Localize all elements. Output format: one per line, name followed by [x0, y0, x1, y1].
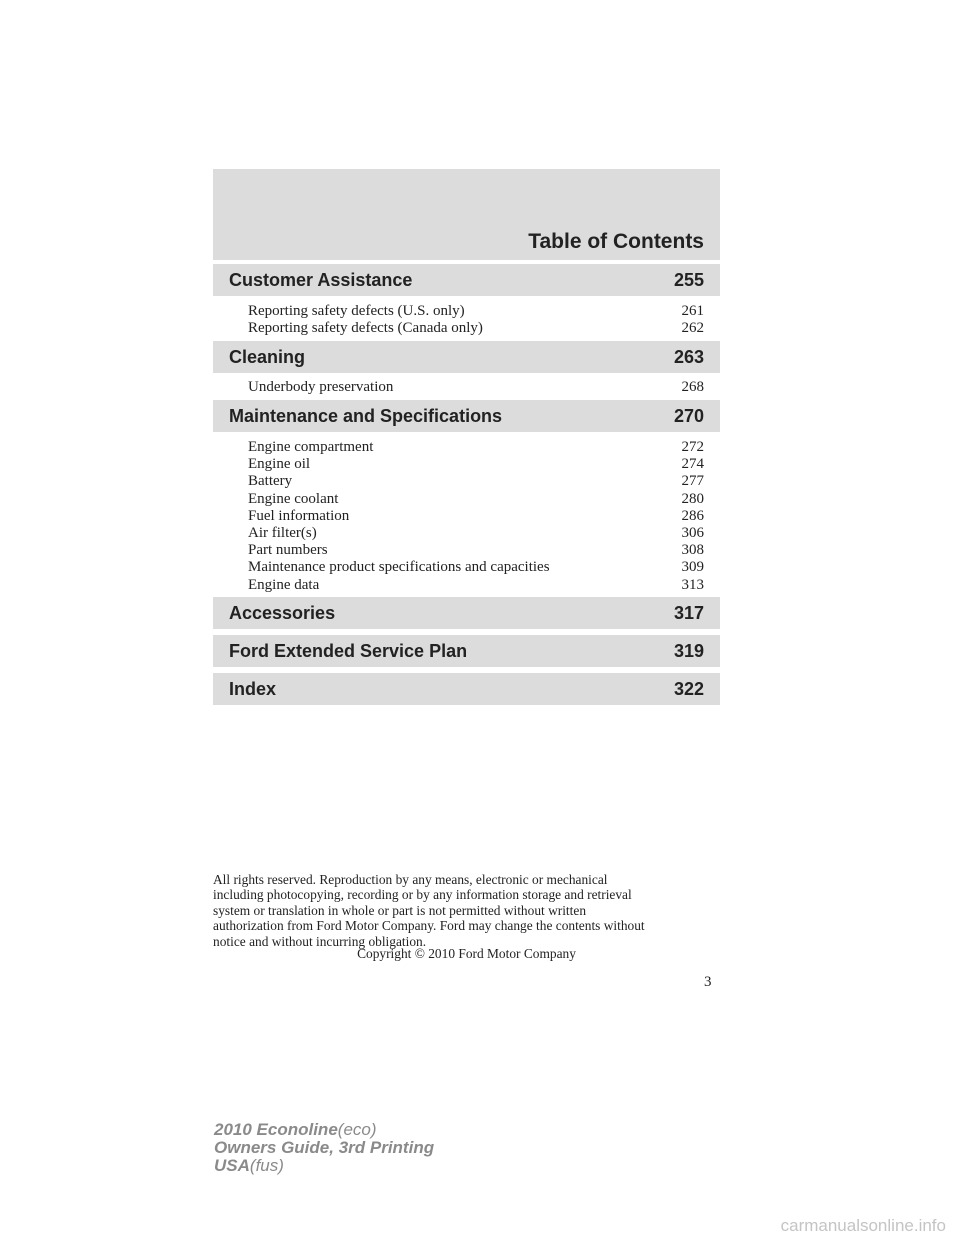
entries-cleaning	[248, 379, 704, 396]
section-maintenance-and-specifications[interactable]	[213, 400, 720, 432]
entries-customer-assistance	[248, 303, 704, 337]
section-page: 319	[673, 641, 704, 661]
toc-entry[interactable]	[248, 303, 704, 320]
entry-label: Maintenance product specifications and capacities	[248, 559, 550, 576]
section-page: 263	[673, 347, 704, 367]
toc-entry[interactable]	[248, 456, 704, 473]
entry-page: 280	[681, 490, 704, 507]
section-page: 270	[673, 406, 704, 426]
toc-entry[interactable]	[248, 320, 704, 337]
entry-label: Engine coolant	[248, 490, 339, 507]
entry-label: Fuel information	[248, 507, 350, 524]
toc-entry[interactable]	[248, 473, 704, 490]
toc-entry[interactable]	[248, 542, 704, 559]
entry-page: 286	[681, 507, 704, 524]
entry-page: 274	[681, 456, 704, 473]
section-title: Index	[229, 679, 277, 699]
entry-label: Air filter(s)	[248, 525, 317, 542]
section-title: Ford Extended Service Plan	[229, 641, 468, 661]
section-page: 322	[673, 679, 704, 699]
page-title: Table of Contents	[528, 230, 704, 253]
entry-label: Reporting safety defects (Canada only)	[248, 320, 483, 337]
footer-market: USA	[214, 1156, 250, 1175]
legal-line: system or translation in whole or part is not permitted without written	[213, 902, 587, 918]
section-ford-extended-service-plan[interactable]	[213, 635, 720, 667]
section-accessories[interactable]	[213, 597, 720, 629]
section-customer-assistance[interactable]	[213, 264, 720, 296]
section-page: 255	[673, 270, 704, 290]
section-cleaning[interactable]	[213, 341, 720, 373]
copyright: Copyright © 2010 Ford Motor Company	[357, 946, 576, 961]
footer-market-code: (fus)	[249, 1156, 284, 1175]
footer-model: 2010 Econoline	[214, 1120, 338, 1139]
entry-page: 309	[681, 559, 704, 576]
entry-page: 308	[681, 542, 704, 559]
entry-page: 306	[681, 525, 704, 542]
legal-notice	[213, 872, 723, 949]
legal-line: authorization from Ford Motor Company. Ford may change the contents without	[213, 918, 645, 934]
entry-page: 277	[681, 473, 704, 490]
entry-label: Battery	[248, 473, 293, 490]
toc-entry[interactable]	[248, 439, 704, 456]
entry-page: 268	[681, 379, 704, 395]
entry-page: 313	[681, 576, 704, 593]
watermark: carmanualsonline.info	[780, 1216, 946, 1235]
page-number: 3	[704, 974, 712, 990]
entry-label: Underbody preservation	[248, 379, 394, 395]
section-title: Cleaning	[229, 347, 306, 367]
entry-label: Engine compartment	[248, 439, 374, 455]
entries-maintenance	[248, 439, 704, 594]
legal-line: including photocopying, recording or by any information storage and retrieval	[213, 887, 632, 903]
toc-entry[interactable]	[248, 559, 704, 576]
legal-line: notice and without incurring obligation.	[213, 933, 427, 949]
section-title: Customer Assistance	[229, 270, 413, 290]
footer-guide: Owners Guide, 3rd Printing	[214, 1138, 435, 1157]
section-title: Accessories	[229, 603, 336, 623]
header-band	[213, 169, 720, 260]
footer-model-code: (eco)	[337, 1120, 377, 1139]
section-title: Maintenance and Specifications	[229, 406, 503, 426]
entry-label: Engine oil	[248, 456, 311, 473]
toc-entry[interactable]	[248, 525, 704, 542]
entry-page: 261	[681, 303, 704, 319]
toc-entry[interactable]	[248, 508, 704, 525]
section-index[interactable]	[213, 673, 720, 705]
entry-page: 272	[681, 439, 704, 455]
section-page: 317	[673, 603, 704, 623]
toc-entry[interactable]	[248, 491, 704, 508]
entry-label: Part numbers	[248, 542, 328, 559]
toc-entry[interactable]	[248, 577, 704, 594]
legal-line: All rights reserved. Reproduction by any means, electronic or mechanical	[213, 872, 608, 887]
entry-page: 262	[681, 320, 704, 337]
footer-print-info	[214, 1121, 434, 1175]
entry-label: Engine data	[248, 576, 320, 593]
toc-entry[interactable]	[248, 379, 704, 396]
entry-label: Reporting safety defects (U.S. only)	[248, 303, 465, 319]
